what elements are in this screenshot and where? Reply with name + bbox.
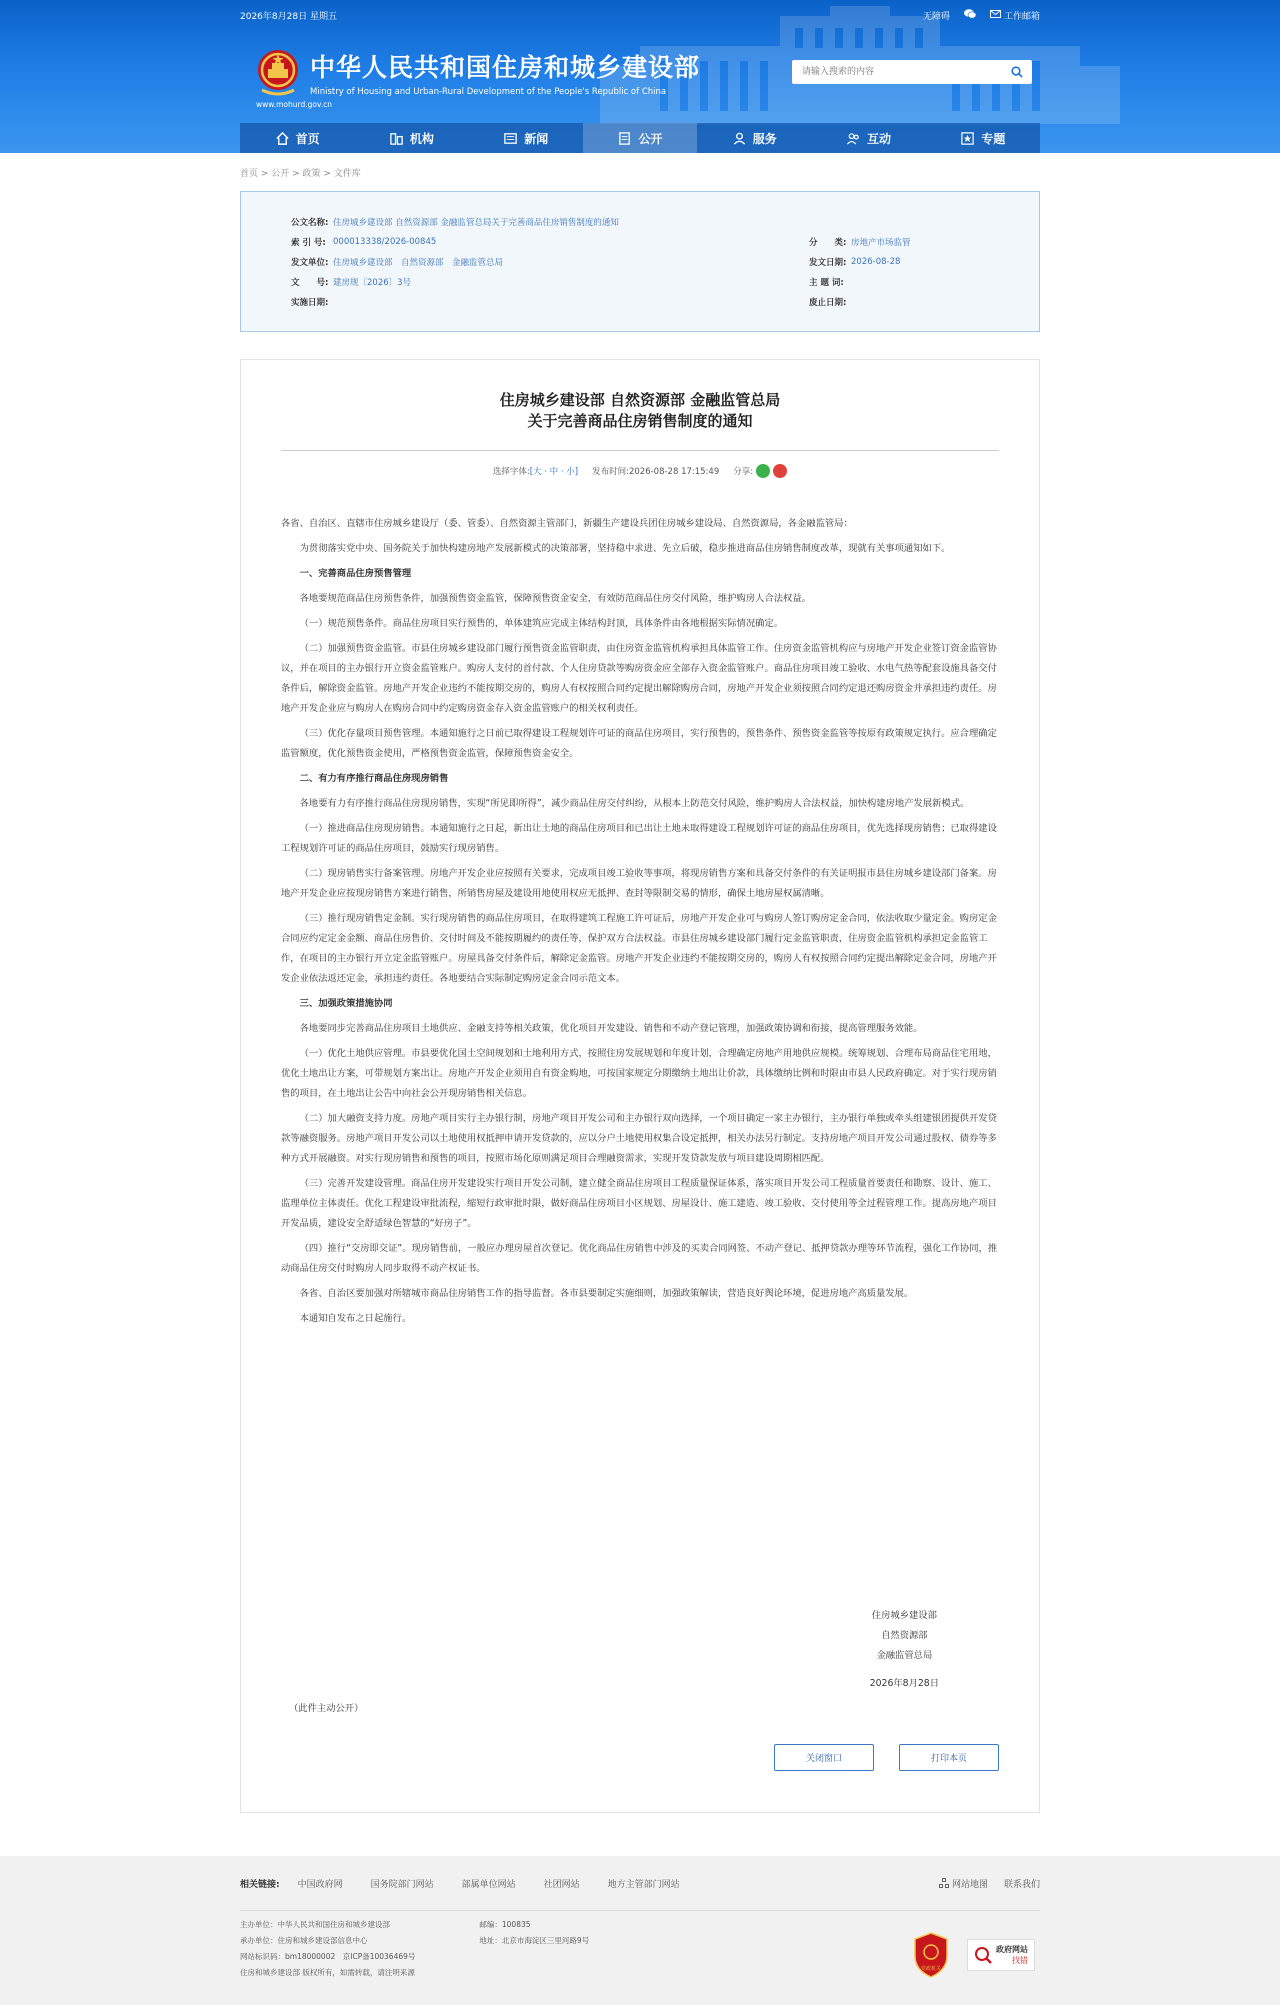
search-box bbox=[792, 60, 1032, 84]
site-domain: www.mohurd.gov.cn bbox=[256, 100, 333, 109]
article-title-line1: 住房城乡建设部 自然资源部 金融监管总局 bbox=[499, 391, 781, 409]
meta-key: 废止日期: bbox=[809, 298, 847, 308]
meta-title-value: 住房城乡建设部 自然资源部 金融监管总局关于完善商品住房销售制度的通知 bbox=[333, 218, 619, 228]
people-icon bbox=[846, 131, 861, 146]
font-size-label: 选择字体: bbox=[492, 467, 530, 477]
related-links-label: 相关链接: bbox=[240, 1879, 280, 1890]
signature-block bbox=[870, 1606, 939, 1694]
paragraph: 各省、自治区要加强对所辖城市商品住房销售工作的指导监督。各市县要制定实施细则，加强政策解读，营造良好舆论环境，促进房地产高质量发展。 bbox=[299, 1288, 914, 1299]
document-meta-box bbox=[240, 191, 1040, 332]
badge-label: 政府网站 bbox=[996, 1945, 1028, 1954]
mail-icon bbox=[990, 10, 1001, 21]
footer-link[interactable]: 部属单位网站 bbox=[461, 1879, 516, 1890]
site-code: 网站标识码：bm18000002 京ICP备10036469号 bbox=[240, 1952, 416, 1961]
party-gov-badge[interactable] bbox=[913, 1932, 949, 1978]
article-panel bbox=[240, 359, 1040, 1813]
article-body bbox=[281, 491, 999, 1329]
paragraph: （三）完善开发建设管理。商品住房开发建设实行项目开发公司制，建立健全商品住房项目工程质量保证体系，落实项目开发公司工程质量首要责任和勘察、设计、施工、监理单位主体责任。优化工程建设审批流程，缩短行政审批时限，做好商品住房项目小区规划、房屋设计、施工建造、竣工验收、交付使用等全过程管理工作。提高房地产项目开发品质，建设安全舒适绿色智慧的“好房子”。 bbox=[281, 1178, 997, 1229]
nav-label: 公开 bbox=[638, 131, 663, 146]
badge-label: 找错 bbox=[1012, 1956, 1028, 1965]
building-icon bbox=[389, 131, 404, 146]
search-icon bbox=[1011, 66, 1023, 78]
paragraph: （二）加大融资支持力度。房地产项目实行主办银行制，房地产项目开发公司和主办银行双向选择，一个项目确定一家主办银行，主办银行单独或牵头组建银团提供开发贷款等融资服务。房地产项目开发公司以土地使用权抵押申请开发贷款的，应以分户土地使用权集合设定抵押，相关办法另行制定。支持房地产项目开发公司通过股权、债券等多种方式开展融资。对实行现房销售和预售的项目，按照市场化原则满足项目合理融资需求，实现开发贷款发放与项目建设周期相匹配。 bbox=[281, 1113, 997, 1164]
nav-news[interactable] bbox=[469, 123, 583, 153]
nav-label: 专题 bbox=[981, 131, 1006, 146]
wechat-share-icon[interactable] bbox=[756, 464, 770, 478]
public-note: （此件主动公开） bbox=[289, 1703, 364, 1714]
site-brand[interactable] bbox=[256, 46, 700, 98]
related-links bbox=[240, 1856, 1040, 1911]
search-input[interactable] bbox=[792, 61, 1002, 83]
meta-number-value: 建房规〔2026〕3号 bbox=[333, 278, 412, 288]
paragraph: （二）现房销售实行备案管理。房地产开发企业应按照有关要求，完成项目竣工验收等事项，将现房销售方案和具备交付条件的有关证明报市县住房城乡建设部门备案。房地产开发企业应按现房销售方案进行销售，所销售房屋及建设用地使用权应无抵押、查封等限制交易的情形，确保土地房屋权属清晰。 bbox=[281, 868, 997, 899]
user-icon bbox=[732, 131, 747, 146]
nav-label: 机构 bbox=[409, 131, 434, 146]
contact-link[interactable]: 联系我们 bbox=[1003, 1879, 1040, 1890]
publish-time: 2026-08-28 17:15:49 bbox=[628, 467, 720, 477]
news-icon bbox=[503, 131, 518, 146]
nav-label: 服务 bbox=[752, 131, 777, 146]
nav-interaction[interactable] bbox=[811, 123, 925, 153]
meta-pubdate-value: 2026-08-28 bbox=[851, 257, 901, 267]
undertake-unit: 承办单位：住房和城乡建设部信息中心 bbox=[240, 1936, 368, 1945]
paragraph: 本通知自发布之日起施行。 bbox=[299, 1313, 412, 1324]
home-icon bbox=[275, 131, 290, 146]
site-footer bbox=[0, 1856, 1280, 2005]
accessibility-link[interactable]: 无障碍 bbox=[922, 11, 950, 22]
nav-home[interactable] bbox=[240, 123, 354, 153]
paragraph: 为贯彻落实党中央、国务院关于加快构建房地产发展新模式的决策部署，坚持稳中求进、先立后破，稳步推进商品住房销售制度改革，现就有关事项通知如下。 bbox=[299, 543, 951, 554]
nav-service[interactable] bbox=[697, 123, 811, 153]
sign-date: 2026年8月28日 bbox=[869, 1678, 939, 1689]
search-button[interactable] bbox=[1002, 60, 1032, 84]
top-bar bbox=[240, 0, 1040, 30]
sitemap-link[interactable]: 网站地图 bbox=[951, 1879, 988, 1890]
meta-key: 分 类: bbox=[809, 238, 847, 248]
section-heading: 二、有力有序推行商品住房现房销售 bbox=[299, 773, 449, 784]
meta-category-value: 房地产市场监管 bbox=[851, 238, 911, 248]
sitemap-icon bbox=[939, 1878, 949, 1888]
wechat-icon[interactable] bbox=[964, 9, 976, 22]
site-title-en: Ministry of Housing and Urban-Rural Development of the People's Republic of China bbox=[310, 86, 667, 97]
gov-site-error-badge[interactable] bbox=[967, 1939, 1035, 1971]
badge-label: 党政机关 bbox=[920, 1966, 941, 1972]
address: 地址：北京市海淀区三里河路9号 bbox=[479, 1936, 590, 1945]
zip-code: 邮编：100835 bbox=[479, 1920, 531, 1929]
article-info-bar bbox=[281, 451, 999, 491]
star-icon bbox=[960, 131, 975, 146]
meta-key: 实施日期: bbox=[291, 298, 329, 308]
current-date: 2026年8月28日 星期五 bbox=[240, 11, 337, 22]
main-nav bbox=[240, 123, 1040, 153]
footer-link[interactable]: 地方主管部门网站 bbox=[607, 1879, 680, 1890]
document-icon bbox=[617, 131, 632, 146]
footer-link[interactable]: 社团网站 bbox=[543, 1879, 580, 1890]
copyright: 住房和城乡建设部 版权所有，如需转载，请注明来源 bbox=[240, 1968, 415, 1977]
meta-key: 文 号: bbox=[291, 278, 329, 288]
meta-issuer-value: 住房城乡建设部 自然资源部 金融监管总局 bbox=[333, 258, 504, 268]
section-heading: 一、完善商品住房预售管理 bbox=[299, 568, 412, 579]
paragraph: 各地要有力有序推行商品住房现房销售，实现“所见即所得”，减少商品住房交付纠纷，从根本上防范交付风险，维护购房人合法权益，加快构建房地产发展新模式。 bbox=[299, 798, 970, 809]
weibo-share-icon[interactable] bbox=[773, 464, 787, 478]
meta-key: 发文日期: bbox=[809, 258, 847, 268]
paragraph: 各地要规范商品住房预售条件，加强预售资金监管，保障预售资金安全，有效防范商品住房交付风险，维护购房人合法权益。 bbox=[299, 593, 811, 604]
paragraph: （二）加强预售资金监管。市县住房城乡建设部门履行预售资金监管职责，由住房资金监管机构承担具体监管工作。住房资金监管机构应与房地产开发企业签订资金监管协议，并在项目的主办银行开立资金监管账户。购房人支付的首付款、个人住房贷款等购房资金应全部存入资金监管账户。商品住房项目竣工验收、水电气热等配套设施具备交付条件后，解除资金监管。房地产开发企业违约不能按期交房的，购房人有权按照合同约定提出解除购房合同，房地产开发企业须按照合同约定退还购房资金并承担违约责任。房地产开发企业应与购房人在购房合同中约定购房资金存入资金监管账户的相关权利责任。 bbox=[281, 643, 997, 714]
share-label: 分享: bbox=[733, 467, 754, 477]
paragraph: （三）推行现房销售定金制。实行现房销售的商品住房项目，在取得建筑工程施工许可证后，房地产开发企业可与购房人签订购房定金合同，依法收取少量定金。购房定金合同应约定定金金额、商品住房售价、交付时间及不能按期履约的责任等，保护双方合法权益。市县住房城乡建设部门履行定金监管职责，住房资金监管机构承担定金监管工作，在项目的主办银行开立定金监管账户。房屋具备交付条件后，解除定金监管。房地产开发企业违约不能按期交房的，购房人有权按照合同约定提出解除定金合同，房地产开发企业依法返还定金，承担违约责任。各地要结合实际制定购房定金合同示范文本。 bbox=[281, 913, 997, 984]
section-heading: 三、加强政策措施协同 bbox=[299, 998, 393, 1009]
paragraph: （一）优化土地供应管理。市县要优化国土空间规划和土地利用方式，按照住房发展规划和年度计划，合理确定房地产用地供应规模。统筹规划、合理布局商品住宅用地，优化土地出让方案，可带规划方案出让。房地产开发企业须用自有资金购地，可按国家规定分期缴纳土地出让价款，具体缴纳比例和时限由市县人民政府确定。对于实行现房销售的项目，在土地出让公告中向社会公开现房销售相关信息。 bbox=[281, 1048, 997, 1099]
paragraph: 各地要同步完善商品住房项目土地供应、金融支持等相关政策，优化项目开发建设、销售和不动产登记管理，加强政策协调和衔接，提高管理服务效能。 bbox=[299, 1023, 923, 1034]
site-header bbox=[0, 0, 1280, 153]
footer-link[interactable]: 中国政府网 bbox=[297, 1879, 343, 1890]
signer: 住房城乡建设部 bbox=[871, 1610, 937, 1621]
site-title-cn: 中华人民共和国住房和城乡建设部 bbox=[310, 52, 701, 82]
breadcrumb[interactable]: 首页 > 公开 > 政策 > 文件库 bbox=[240, 168, 361, 179]
paragraph: （一）规范预售条件。商品住房项目实行预售的，单体建筑应完成主体结构封顶，具体条件由各地根据实际情况确定。 bbox=[299, 618, 784, 629]
paragraph: （三）优化存量项目预售管理。本通知施行之日前已取得建设工程规划许可证的商品住房项目，实行预售的，预售条件、预售资金监管等按原有政策规定执行。应合理确定监管额度，优化预售资金使用，严格预售资金监管，保障预售资金安全。 bbox=[281, 728, 997, 759]
work-mail-link[interactable]: 工作邮箱 bbox=[1003, 11, 1040, 22]
footer-link[interactable]: 国务院部门网站 bbox=[370, 1879, 434, 1890]
close-window-button[interactable]: 关闭窗口 bbox=[774, 1744, 874, 1771]
nav-organization[interactable] bbox=[354, 123, 468, 153]
nav-public[interactable] bbox=[583, 123, 697, 153]
article-title-line2: 关于完善商品住房销售制度的通知 bbox=[527, 412, 753, 430]
nav-label: 首页 bbox=[295, 131, 320, 146]
national-emblem-icon bbox=[256, 46, 300, 98]
publish-time-label: 发布时间: bbox=[592, 467, 629, 477]
nav-label: 新闻 bbox=[524, 131, 549, 146]
nav-label: 互动 bbox=[867, 131, 892, 146]
host-unit: 主办单位：中华人民共和国住房和城乡建设部 bbox=[240, 1920, 390, 1929]
signer: 自然资源部 bbox=[881, 1630, 928, 1641]
paragraph: （一）推进商品住房现房销售。本通知施行之日起，新出让土地的商品住房项目和已出让土地未取得建设工程规划许可证的商品住房项目，优先选择现房销售；已取得建设工程规划许可证的商品住房项目，鼓励实行现房销售。 bbox=[281, 823, 997, 854]
meta-index-value: 000013338/2026-00845 bbox=[333, 237, 437, 247]
meta-key: 索 引 号: bbox=[291, 238, 326, 248]
meta-key: 公文名称: bbox=[291, 218, 329, 228]
font-size-options[interactable]: [大 · 中 · 小] bbox=[529, 467, 579, 477]
paragraph: 各省、自治区、直辖市住房城乡建设厅（委、管委）、自然资源主管部门，新疆生产建设兵团住房城乡建设局、自然资源局，各金融监管局： bbox=[281, 518, 853, 529]
meta-key: 主 题 词: bbox=[809, 278, 844, 288]
signer: 金融监管总局 bbox=[876, 1650, 933, 1661]
search-error-icon bbox=[974, 1946, 992, 1964]
nav-topics[interactable] bbox=[926, 123, 1040, 153]
print-page-button[interactable]: 打印本页 bbox=[899, 1744, 999, 1771]
meta-key: 发文单位: bbox=[291, 258, 329, 268]
paragraph: （四）推行“交房即交证”。现房销售前，一般应办理房屋首次登记。优化商品住房销售中涉及的买卖合同网签、不动产登记、抵押贷款办理等环节流程，强化工作协同，推动商品住房交付时购房人同步取得不动产权证书。 bbox=[281, 1243, 998, 1274]
